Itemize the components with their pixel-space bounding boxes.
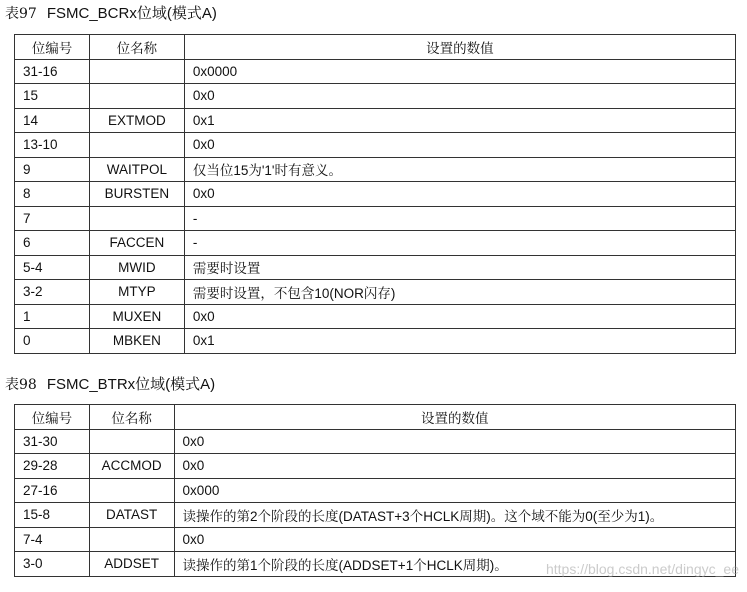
set-value-cell: 0x1 [184, 329, 735, 354]
set-value-cell: 0x0 [174, 429, 735, 454]
bit-number-cell: 5-4 [15, 255, 90, 280]
bit-name-cell [89, 133, 184, 158]
fsmc-btrx-table [14, 404, 736, 577]
set-value-header: 设置的数值 [174, 405, 735, 430]
table-body [15, 429, 736, 576]
bit-name-cell: WAITPOL [89, 157, 184, 182]
bit-number-cell: 29-28 [15, 454, 90, 479]
table-number: 表97 [5, 6, 37, 22]
set-value-cell: 0x0 [174, 527, 735, 552]
bit-number-cell: 31-30 [15, 429, 90, 454]
set-value-header: 设置的数值 [184, 35, 735, 60]
bit-name-cell [89, 527, 174, 552]
table-row [15, 255, 736, 280]
bit-number-header: 位编号 [15, 405, 90, 430]
table-row [15, 329, 736, 354]
table-title: FSMC_BCRx位域(模式A) [46, 5, 217, 22]
table-title: FSMC_BTRx位域(模式A) [46, 376, 216, 393]
set-value-cell: 0x1 [184, 108, 735, 133]
bit-number-cell: 6 [15, 231, 90, 256]
set-value-cell: 0x0 [174, 454, 735, 479]
fsmc-bcrx-table [14, 34, 736, 354]
table-header-row [15, 35, 736, 60]
set-value-cell: - [184, 206, 735, 231]
bit-name-cell [89, 59, 184, 84]
table-row [15, 231, 736, 256]
bit-number-cell: 15-8 [15, 503, 90, 528]
set-value-cell: 0x0 [184, 182, 735, 207]
set-value-cell: - [184, 231, 735, 256]
bit-number-cell: 3-2 [15, 280, 90, 305]
set-value-cell: 0x0000 [184, 59, 735, 84]
table-row [15, 304, 736, 329]
table-row [15, 454, 736, 479]
table-row [15, 527, 736, 552]
bit-number-cell: 7-4 [15, 527, 90, 552]
bit-number-cell: 8 [15, 182, 90, 207]
bit-name-cell: FACCEN [89, 231, 184, 256]
set-value-cell: 需要时设置，不包含10(NOR闪存) [184, 280, 735, 305]
bit-name-cell: DATAST [89, 503, 174, 528]
table-row [15, 59, 736, 84]
bit-name-cell: BURSTEN [89, 182, 184, 207]
bit-name-cell [89, 206, 184, 231]
bit-name-header: 位名称 [89, 405, 174, 430]
set-value-cell: 需要时设置 [184, 255, 735, 280]
table-97-caption [5, 4, 217, 24]
bit-number-cell: 31-16 [15, 59, 90, 84]
bit-number-cell: 15 [15, 84, 90, 109]
bit-number-cell: 27-16 [15, 478, 90, 503]
bit-number-cell: 9 [15, 157, 90, 182]
table-row [15, 84, 736, 109]
table-row [15, 280, 736, 305]
bit-name-cell: ADDSET [89, 552, 174, 577]
bit-number-cell: 14 [15, 108, 90, 133]
bit-number-cell: 13-10 [15, 133, 90, 158]
set-value-cell: 0x0 [184, 133, 735, 158]
bit-name-cell: ACCMOD [89, 454, 174, 479]
watermark: https://blog.csdn.net/dingyc_ee [545, 561, 739, 577]
bit-name-cell: MBKEN [89, 329, 184, 354]
table-header-row [15, 405, 736, 430]
bit-name-cell [89, 478, 174, 503]
bit-name-cell: EXTMOD [89, 108, 184, 133]
bit-name-cell [89, 84, 184, 109]
table-row [15, 157, 736, 182]
set-value-cell: 0x000 [174, 478, 735, 503]
set-value-cell: 0x0 [184, 304, 735, 329]
table-row [15, 206, 736, 231]
bit-number-cell: 3-0 [15, 552, 90, 577]
bit-name-cell: MUXEN [89, 304, 184, 329]
bit-name-header: 位名称 [89, 35, 184, 60]
bit-number-cell: 1 [15, 304, 90, 329]
bit-number-cell: 0 [15, 329, 90, 354]
table-row [15, 503, 736, 528]
bit-name-cell: MWID [89, 255, 184, 280]
table-body [15, 59, 736, 353]
bit-name-cell: MTYP [89, 280, 184, 305]
table-row [15, 478, 736, 503]
bit-number-header: 位编号 [15, 35, 90, 60]
set-value-cell: 0x0 [184, 84, 735, 109]
table-row [15, 429, 736, 454]
table-row [15, 182, 736, 207]
set-value-cell: 仅当位15为'1'时有意义。 [184, 157, 735, 182]
set-value-cell: 读操作的第1个阶段的长度(ADDSET+1个HCLK周期)。 [174, 552, 735, 577]
table-98-caption [5, 375, 215, 395]
table-number: 表98 [5, 377, 37, 393]
set-value-cell: 读操作的第2个阶段的长度(DATAST+3个HCLK周期)。这个域不能为0(至少为1)。 [174, 503, 735, 528]
bit-number-cell: 7 [15, 206, 90, 231]
table-row [15, 133, 736, 158]
table-row [15, 108, 736, 133]
bit-name-cell [89, 429, 174, 454]
